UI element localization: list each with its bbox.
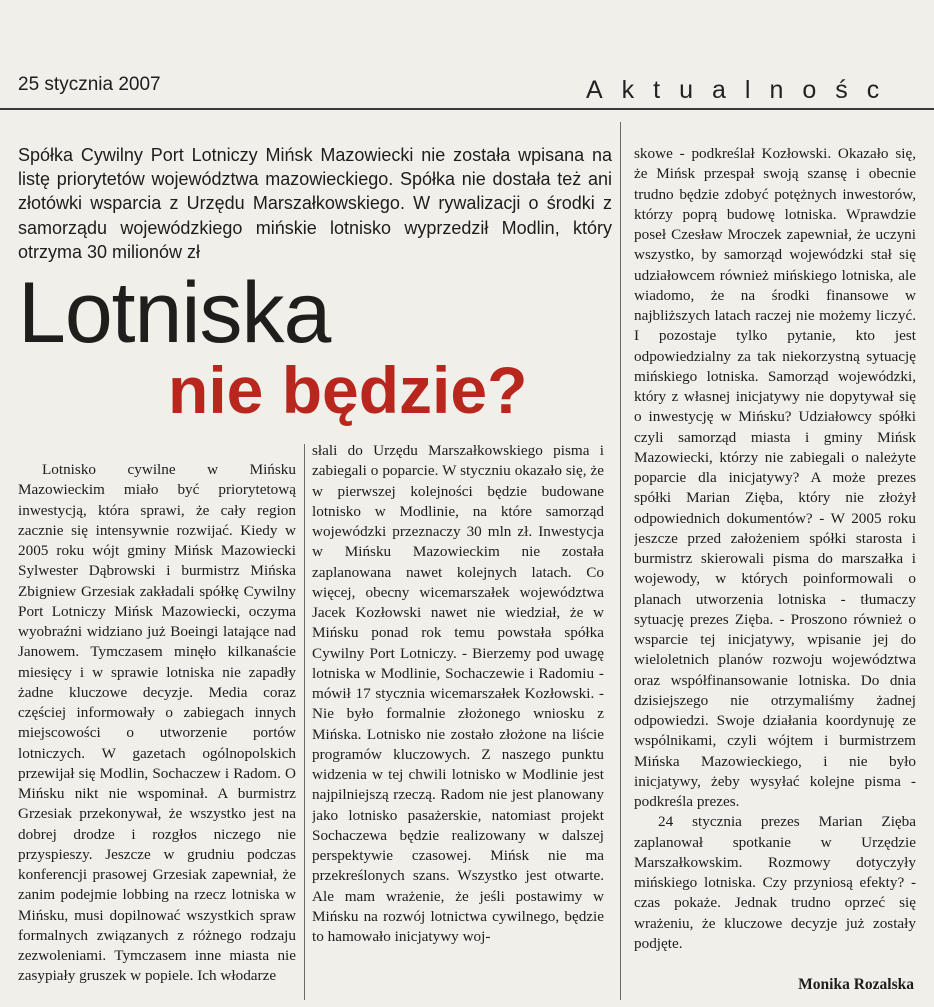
author-signature: Monika Rozalska [798,976,914,993]
column-divider-1 [304,444,305,1000]
headline-line-1: Lotniska [18,265,331,361]
paragraph: Lotnisko cywilne w Mińsku Mazowieckim miało być priorytetową inwestycją, która sprawi, że cały region zacznie się intensywnie rozwijać. Kiedy w 2005 roku wójt gminy Mińsk Mazowiecki Sylwester Dąbrowski i burmistrz Mińska Zbigniew Grzesiak zakładali spółkę Cywilny Port Lotniczy Mińsk Mazowiecki, oczyma wyobraźni widziano już Boeingi latające nad Janowem. Tymczasem minęło kilkanaście miesięcy i w sprawie lotniska nie zapadły żadne kluczowe decyzje. Media coraz częściej informowały o zabiegach innych miejscowości o utworzenie portów lotniczych. W gazetach ogólnopolskich przewijał się Modlin, Sochaczew i Radom. O Mińsku nikt nie wspominał. A burmistrz Grzesiak przekonywał, że wszystko jest na dobrej drodze i rozgłos niczego nie przyspieszy. Jeszcze w grudniu podczas konferencji prasowej Grzesiak zapewniał, że zanim podejmie lobbing na rzecz lotniska w Mińsku, musi dopilnować wszystkich spraw formalnych związanych z różnego rodzaju zezwoleniami. Tymczasem inne miasta nie zasypiały gruszek w popiele. Ich włodarze [18,461,296,985]
headline-line-2: nie będzie? [168,353,528,427]
paragraph: 24 stycznia prezes Marian Zięba zaplanował spotkanie w Urzędzie Marszałkowskim. Rozmowy dotyczyły mińskiego lotniska. Czy przyniosą efekty? - czas pokaże. Jednak trudno oprzeć się wrażeniu, że kluczowe decyzje już zostały podjęte. [634,813,916,952]
article-lead: Spółka Cywilny Port Lotniczy Mińsk Mazowiecki nie została wpisana na listę priorytetów województwa mazowieckiego. Spółka nie dostała też ani złotówki wsparcia z Urzędu Marszałkowskiego. W rywalizacji o środki z samorządu wojewódzkiego mińskie lotnisko wyprzedził Modlin, który otrzyma 30 milionów zł [18,145,612,262]
article-column-3 [634,144,916,989]
article-column-1 [18,460,296,1000]
header-rule [0,108,934,110]
column-divider-2 [620,122,621,1000]
paragraph: słali do Urzędu Marszałkowskiego pisma i zabiegali o poparcie. W styczniu okazało się, że w pierwszej kolejności będzie budowane lotnisko w Modlinie, na które samorząd wojewódzki przeznaczy 30 mln zł. Inwestycja w Mińsku Mazowieckim nie została zaplanowana nawet kolejnych latach. Co więcej, obecny wicemarszałek województwa Jacek Kozłowski nawet nie wiedział, że w Mińsku ponad rok temu powstała spółka Cywilny Port Lotniczy. - Bierzemy pod uwagę lotniska w Modlinie, Sochaczewie i Radomiu - mówił 17 stycznia wicemarszałek Kozłowski. - Nie było formalnie złożonego wniosku z Mińska. Lotnisko nie zostało złożone na liście programów kluczowych. Z naszego punktu widzenia w tej chwili lotnisko w Modlinie jest najpilniejszą rzeczą. Radom nie jest planowany jako lotnisko pasażerskie, natomiast projekt Sochaczewa będzie realizowany w dalszej perspektywie czasowej. Mińsk nie ma przekreślonych szans. Wszystko jest otwarte. Ale mam wrażenie, że jeśli postawimy w Mińsku na rozwój lotnictwa cywilnego, będzie to hamowało inicjatywy woj- [312,442,604,945]
paragraph: skowe - podkreślał Kozłowski. Okazało się, że Mińsk przespał swoją szansę i obecnie trudno będzie zdobyć potężnych inwestorów, którzy poprą budowę lotniska. Wprawdzie poseł Czesław Mroczek zapewniał, że uczyni wszystko, by samorząd wojewódzki stał się udziałowcem również mińskiego lotniska, ale wiadomo, że na środki finansowe w najbliższych latach raczej nie możemy liczyć. I pozostaje tylko pytanie, kto jest odpowiedzialny za tak niekorzystną sytuację mińskiego lotniska. Samorząd wojewódzki, który z własnej inicjatywy nie dopytywał się o inwestycję w Mińsku? Udziałowcy spółki czyli samorząd miasta i gminy Mińsk Mazowiecki, którzy nie zabiegali o należyte poparcie dla inicjatywy? A może prezes spółki Marian Zięba, który nie złożył odpowiednich dokumentów? - W 2005 roku jeszcze przed założeniem spółki starosta i burmistrz skierowali pisma do marszałka i wojewody, w których poinformowali o planach utworzenia lotniska - tłumaczy sytuację prezes Zięba. - Proszono również o wsparcie tej inicjatywy, wpisanie jej do wieloletnich planów rozwoju województwa oraz współfinansowanie lotniska. Do dnia dzisiejszego nie otrzymaliśmy żadnej odpowiedzi. Swoje działania koordynuję ze wspólnikami, czyli wójtem i burmistrzem Mińska Mazowieckiego, i nie było inicjatywy, żeby wysyłać kolejne pisma - podkreśla prezes. [634,145,916,810]
section-title: Aktualnośc [586,76,899,104]
article-column-2 [312,441,604,1007]
issue-date: 25 stycznia 2007 [18,74,161,95]
